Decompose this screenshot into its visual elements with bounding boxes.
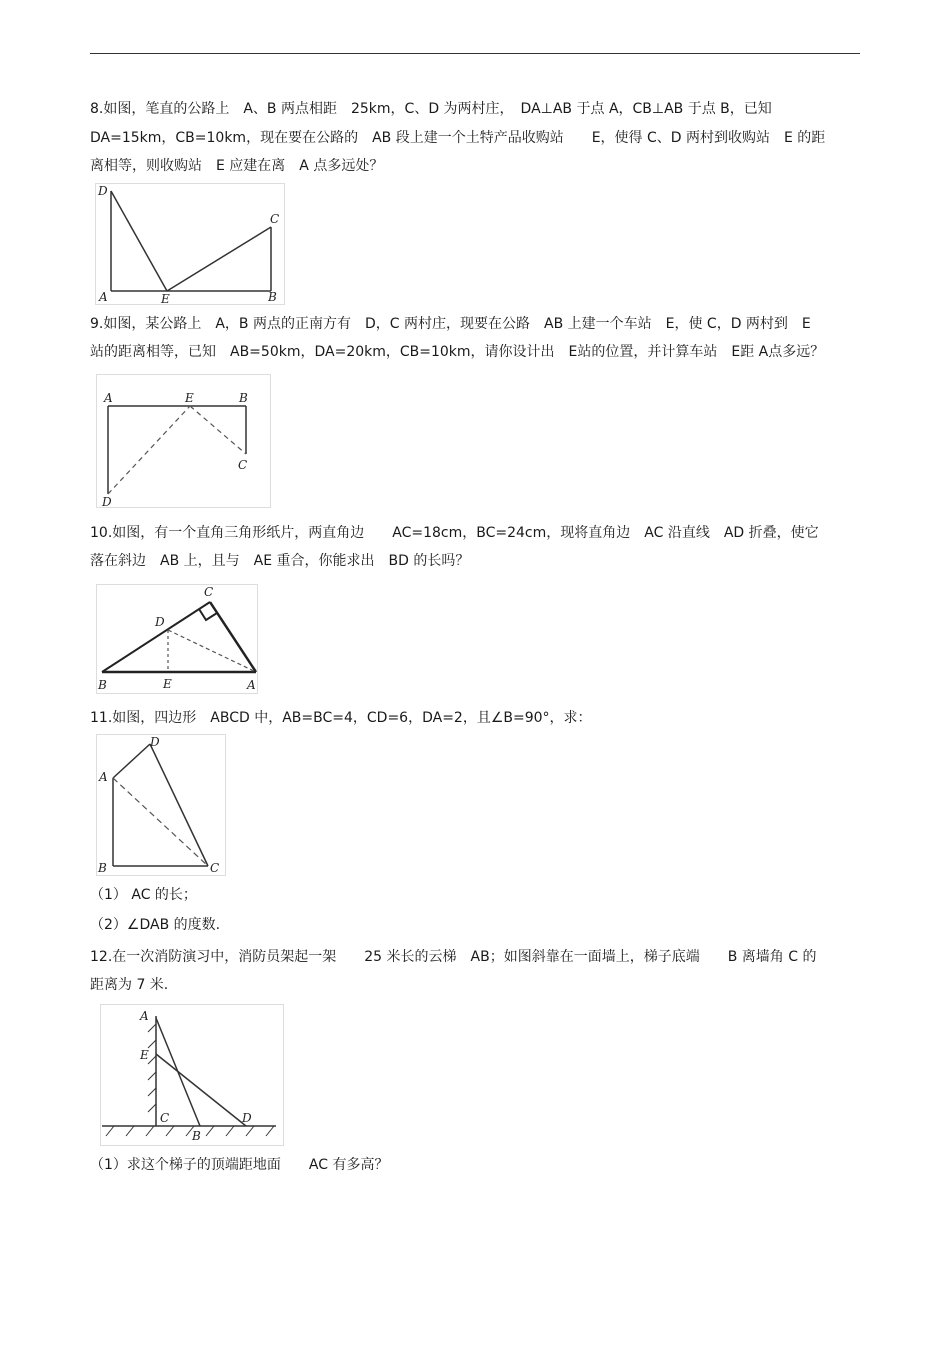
q9-label-d: D: [102, 495, 112, 508]
q12-label-d: D: [242, 1111, 252, 1125]
q12-label-e: E: [140, 1048, 149, 1062]
q8-line-3: 离相等，则收购站 E 应建在离 A 点多远处？: [90, 158, 384, 174]
q10-label-b: B: [98, 678, 107, 692]
q8-line-1: 8.如图，笔直的公路上 A、B 两点相距 25km，C、D 为两村庄， DA⊥AB 于点 A，CB⊥AB 于点 B，已知: [90, 101, 772, 117]
q12-label-b: B: [192, 1129, 201, 1143]
q9-label-c: C: [238, 458, 248, 472]
q12-figure: [100, 1004, 284, 1146]
q8-line-2: DA=15km，CB=10km，现在要在公路的 AB 段上建一个土特产品收购站 E，使得 C、D 两村到收购站 E 的距: [90, 130, 826, 146]
q8-label-c: C: [270, 212, 280, 226]
q8-label-b: B: [268, 290, 277, 304]
q9-figure: [96, 374, 271, 508]
q9-label-e: E: [185, 391, 194, 405]
q12-line-2: 距离为 7 米.: [90, 977, 169, 993]
q10-label-d: D: [155, 615, 165, 629]
q8-label-a: A: [99, 290, 108, 304]
q8-label-d: D: [98, 184, 108, 198]
q11-label-a: A: [99, 770, 108, 784]
q11-label-c: C: [210, 861, 220, 875]
q10-figure: [96, 584, 258, 694]
q11-sub-1: （1） AC 的长；: [90, 887, 197, 903]
q12-label-a: A: [140, 1009, 149, 1023]
q11-line-1: 11.如图，四边形 ABCD 中，AB=BC=4，CD=6，DA=2，且∠B=90°，求：: [90, 710, 592, 726]
q11-figure: [96, 734, 226, 876]
q11-label-d: D: [150, 735, 160, 749]
q12-line-1: 12.在一次消防演习中，消防员架起一架 25 米长的云梯 AB；如图斜靠在一面墙上，梯子底端 B 离墙角 C 的: [90, 949, 817, 965]
q9-line-2: 站的距离相等，已知 AB=50km，DA=20km，CB=10km，请你设计出 E站的位置，并计算车站 E距 A点多远？: [90, 344, 825, 360]
q9-label-a: A: [104, 391, 113, 405]
q10-label-e: E: [163, 677, 172, 691]
q10-line-2: 落在斜边 AB 上，且与 AE 重合，你能求出 BD 的长吗？: [90, 553, 470, 569]
q12-sub-1: （1）求这个梯子的顶端距地面 AC 有多高？: [90, 1157, 389, 1173]
q12-label-c: C: [160, 1111, 170, 1125]
q11-sub-2: （2）∠DAB 的度数.: [90, 917, 221, 933]
q10-line-1: 10.如图，有一个直角三角形纸片，两直角边 AC=18cm，BC=24cm，现将直角边 AC 沿直线 AD 折叠，使它: [90, 525, 819, 541]
q8-figure: [95, 183, 285, 305]
q10-label-c: C: [204, 585, 214, 599]
header-rule: [90, 53, 860, 54]
q10-label-a: A: [247, 678, 256, 692]
q8-label-e: E: [161, 292, 170, 305]
q9-label-b: B: [239, 391, 248, 405]
q11-label-b: B: [98, 861, 107, 875]
q9-line-1: 9.如图，某公路上 A，B 两点的正南方有 D，C 两村庄，现要在公路 AB 上建一个车站 E，使 C，D 两村到 E: [90, 316, 811, 332]
